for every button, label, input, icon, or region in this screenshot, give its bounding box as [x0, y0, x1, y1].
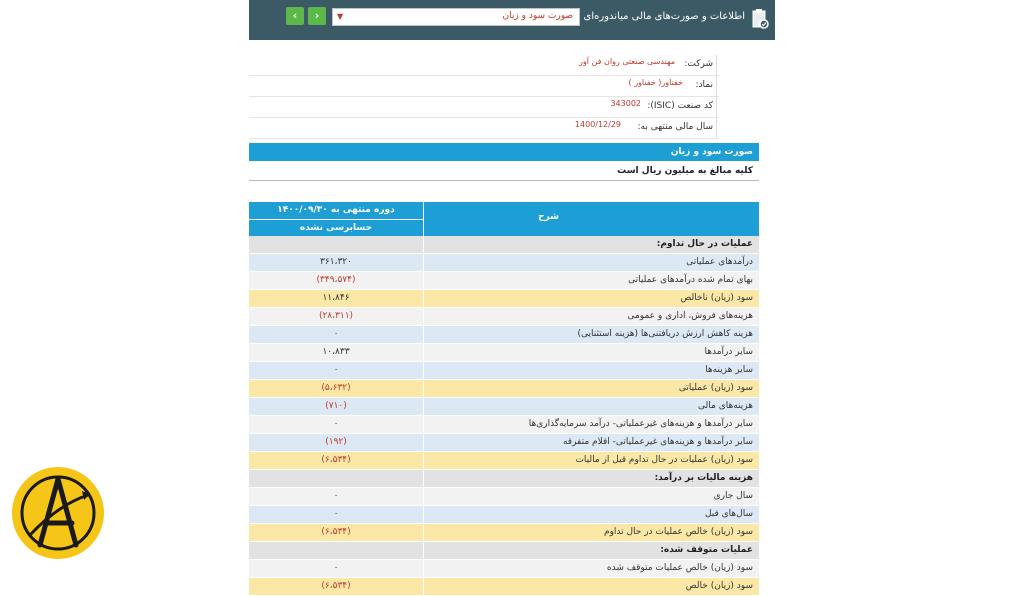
row-description: سال‌های قبل	[704, 509, 753, 519]
table-section-row	[249, 236, 759, 254]
row-value: (۶،۵۳۴)	[321, 527, 351, 537]
info-value[interactable]: خفناور( خفناور )	[628, 78, 683, 87]
row-value: ۰	[333, 419, 339, 429]
column-header-period	[249, 202, 423, 236]
row-value: (۱۹۲)	[325, 437, 347, 447]
column-separator	[423, 362, 424, 379]
column-separator	[423, 470, 424, 487]
clipboard-icon	[751, 8, 769, 30]
info-label: شرکت:	[684, 59, 713, 69]
table-section-row	[249, 542, 759, 560]
column-separator	[423, 560, 424, 577]
table-section-row	[249, 470, 759, 488]
row-value: (۲۸،۳۱۱)	[318, 311, 354, 321]
table-row	[249, 290, 759, 308]
table-row	[249, 416, 759, 434]
column-header-status-label: حسابرسی نشده	[249, 219, 423, 237]
row-description: سود (زیان) خالص عملیات متوقف شده	[606, 563, 753, 573]
info-label: سال مالی منتهی به:	[637, 122, 713, 132]
table-row	[249, 308, 759, 326]
info-row-company	[249, 55, 719, 76]
info-value: 343002	[610, 99, 641, 108]
row-value: (۳۴۹،۵۷۴)	[316, 275, 356, 285]
row-value: ۰	[333, 329, 339, 339]
info-row-symbol	[249, 76, 719, 97]
table-row	[249, 326, 759, 344]
row-description: بهای تمام شده درآمدهای عملیاتی	[628, 275, 753, 285]
column-separator	[423, 272, 424, 289]
row-description: سایر درآمدها و هزینه‌های غیرعملیاتی- درآمد سرمایه‌گذاری‌ها	[528, 419, 753, 429]
column-separator	[423, 434, 424, 451]
column-separator	[423, 290, 424, 307]
row-description: هزینه مالیات بر درآمد:	[654, 473, 753, 483]
company-info	[249, 55, 719, 139]
row-value: (۶،۵۳۴)	[321, 581, 351, 591]
row-description: سایر درآمدها و هزینه‌های غیرعملیاتی- اقلام متفرقه	[562, 437, 753, 447]
column-separator	[423, 578, 424, 595]
table-row	[249, 398, 759, 416]
column-separator	[423, 398, 424, 415]
section-note-text: کلیه مبالغ به میلیون ریال است	[617, 166, 753, 176]
row-description: سود (زیان) عملیات در حال تداوم قبل از مالیات	[575, 455, 753, 465]
section-title-text: صورت سود و زیان	[670, 147, 753, 157]
row-description: سود (زیان) خالص	[685, 581, 753, 591]
statement-select-value: صورت سود و زیان	[502, 11, 573, 21]
row-value: (۷۱۰)	[325, 401, 347, 411]
column-separator	[423, 488, 424, 505]
column-separator	[423, 380, 424, 397]
table-row	[249, 488, 759, 506]
row-description: عملیات متوقف شده:	[660, 545, 753, 555]
column-separator	[423, 326, 424, 343]
row-description: سود (زیان) ناخالص	[680, 293, 753, 303]
chevron-down-icon: ▼	[337, 12, 344, 21]
table-row	[249, 380, 759, 398]
table-row	[249, 272, 759, 290]
row-description: هزینه کاهش ارزش دریافتنی‌ها (هزینه استثنایی)	[577, 329, 753, 339]
row-description: سود (زیان) خالص عملیات در حال تداوم	[604, 527, 753, 537]
column-header-period-label: دوره منتهی به ۱۴۰۰/۰۹/۳۰	[277, 205, 395, 215]
income-statement-table	[249, 202, 759, 596]
column-separator	[423, 542, 424, 559]
info-row-isic	[249, 97, 719, 118]
divider	[249, 180, 759, 181]
table-row	[249, 452, 759, 470]
column-separator	[423, 524, 424, 541]
row-description: سود (زیان) عملیاتی	[678, 383, 753, 393]
row-value: ۱۰،۸۳۳	[322, 347, 350, 357]
statement-select[interactable]	[332, 8, 580, 26]
info-label: کد صنعت (ISIC):	[647, 101, 713, 111]
info-label: نماد:	[695, 80, 713, 90]
row-description: سال جاری	[713, 491, 753, 501]
row-value: ۰	[333, 365, 339, 375]
row-value: ۰	[333, 509, 339, 519]
column-separator	[423, 308, 424, 325]
row-value: ۰	[333, 563, 339, 573]
row-description: درآمدهای عملیاتی	[686, 257, 753, 267]
row-description: هزینه‌های فروش، اداری و عمومی	[627, 311, 753, 321]
row-description: هزینه‌های مالی	[698, 401, 753, 411]
table-row	[249, 434, 759, 452]
brand-logo	[10, 465, 106, 561]
column-header-desc	[423, 202, 759, 236]
section-title	[249, 143, 759, 161]
table-row	[249, 362, 759, 380]
info-value: مهندسی صنعتی روان فن آور	[579, 57, 675, 66]
row-description: عملیات در حال تداوم:	[656, 239, 753, 249]
table-row	[249, 560, 759, 578]
row-value: (۶،۵۳۴)	[321, 455, 351, 465]
row-description: سایر هزینه‌ها	[705, 365, 753, 375]
row-value: ۳۶۱،۳۲۰	[320, 257, 352, 267]
table-row	[249, 506, 759, 524]
column-separator	[423, 506, 424, 523]
table-row	[249, 524, 759, 542]
column-separator	[423, 254, 424, 271]
row-value: (۵،۶۳۲)	[321, 383, 351, 393]
prev-button[interactable]: ‹	[286, 7, 304, 25]
page-title: اطلاعات و صورت‌های مالی میاندوره‌ای	[583, 11, 745, 22]
info-row-fiscal-year	[249, 118, 719, 139]
section-note	[249, 163, 759, 179]
column-separator	[423, 344, 424, 361]
info-value: 1400/12/29	[574, 120, 621, 129]
row-value: ۱۱،۸۴۶	[322, 293, 350, 303]
column-separator	[423, 416, 424, 433]
divider	[716, 55, 717, 138]
top-bar	[249, 0, 775, 40]
table-row	[249, 344, 759, 362]
table-body	[249, 236, 759, 596]
table-row	[249, 254, 759, 272]
column-header-desc-label: شرح	[538, 212, 559, 222]
table-row	[249, 578, 759, 596]
row-description: سایر درآمدها	[704, 347, 753, 357]
column-separator	[423, 452, 424, 469]
table-header	[249, 202, 759, 236]
row-value: ۰	[333, 491, 339, 501]
column-separator	[423, 236, 424, 253]
next-button[interactable]: ›	[308, 7, 326, 25]
